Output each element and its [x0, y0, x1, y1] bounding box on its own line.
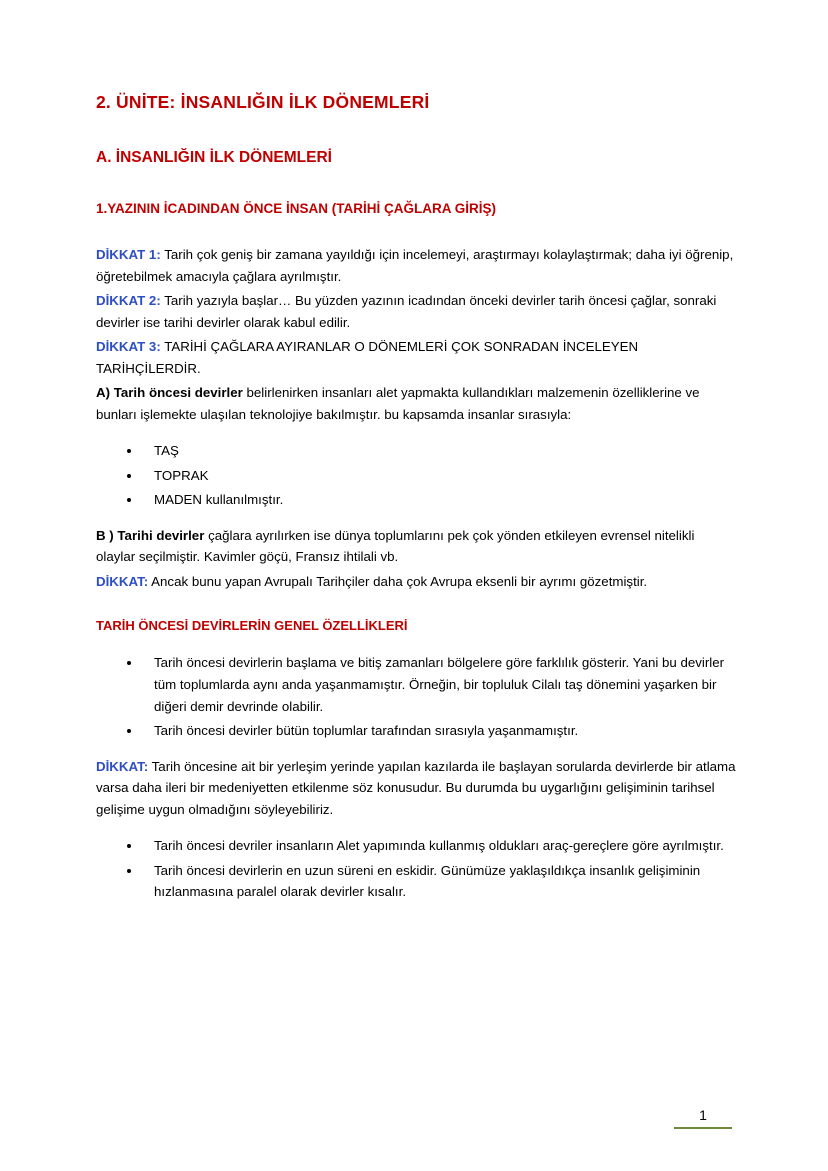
paragraph-b: [96, 525, 736, 568]
dikkat-3-label: DİKKAT 3:: [96, 339, 161, 355]
note-dikkat-1: [96, 244, 736, 287]
dikkat-1-text: Tarih çok geniş bir zamana yayıldığı için incelemeyi, araştırmayı kolaylaştırmak; daha iyi öğrenip, öğretebilmek amacıyla çağlara ayrılmıştır.: [96, 247, 734, 284]
dikkat-c-label: DİKKAT:: [96, 758, 149, 774]
paragraph-a: [96, 382, 736, 425]
list-item: • Tarih öncesi devirler bütün toplumlar tarafından sırasıyla yaşanmamıştır.: [142, 719, 736, 742]
dikkat-b-label: DİKKAT:: [96, 573, 149, 589]
paragraph-b-lead: B ) Tarihi devirler: [96, 527, 205, 543]
page-number-area: [674, 1107, 732, 1129]
page-title: 2. ÜNİTE: İNSANLIĞIN İLK DÖNEMLERİ: [96, 92, 430, 112]
document-body: [96, 92, 736, 903]
dikkat-c-text: Tarih öncesine ait bir yerleşim yerinde yapılan kazılarda ile başlayan sorularda devirlerde bir atlama varsa daha ileri bir medeniyetten etkilenme söz konusudur. Bu durumda bu uygarlığını gelişiminin tarihsel gelişime uygun olmadığını söyleyebiliriz.: [96, 758, 736, 817]
dikkat-1-label: DİKKAT 1:: [96, 247, 161, 262]
final-list: [96, 834, 736, 903]
paragraph-a-text: belirlenirken insanları alet yapmakta kullandıkları malzemenin özelliklerine ve bunları işlemekte ulaşılan teknolojiye bakılmıştır. bu kapsamda insanlar sırasıyla:: [96, 385, 700, 422]
note-dikkat-2: [96, 290, 736, 333]
note-dikkat-c: [96, 756, 736, 821]
dikkat-b-text: Ancak bunu yapan Avrupalı Tarihçiler daha çok Avrupa eksenli bir ayrımı gözetmiştir.: [148, 573, 648, 589]
features-heading: TARİH ÖNCESİ DEVİRLERİN GENEL ÖZELLİKLERİ: [96, 618, 408, 634]
dikkat-2-label: DİKKAT 2:: [96, 293, 161, 309]
list-item: • MADEN kullanılmıştır.: [142, 488, 736, 511]
note-dikkat-b: [96, 571, 736, 593]
list-item: • Tarih öncesi devirlerin en uzun süreni en eskidir. Günümüze yaklaşıldıkça insanlık gelişiminin hızlanmasına paralel olarak devirler kısalır.: [142, 859, 736, 903]
page-number-rule: [674, 1127, 732, 1129]
list-item: • TOPRAK: [142, 464, 736, 487]
features-list: [96, 651, 736, 741]
dikkat-2-text: Tarih yazıyla başlar… Bu yüzden yazının icadından önceki devirler tarih öncesi çağlar, sonraki devirler ise tarihi devirler olarak kabul edilir.: [96, 293, 717, 330]
list-item: • Tarih öncesi devirlerin başlama ve bitiş zamanları bölgelere göre farklılık gösterir. Yani bu devirler tüm toplumlarda aynı anda yaşanmamıştır. Örneğin, bir topluluk Cilalı taş dönemini yaşarken bir diğeri demir devrinde olabilir.: [142, 651, 736, 717]
paragraph-b-text: çağlara ayrılırken ise dünya toplumlarını pek çok yönden etkileyen evrensel nitelikli olaylar seçilmiştir. Kavimler göçü, Fransız ihtilali vb.: [96, 527, 695, 565]
dikkat-3-text: TARİHİ ÇAĞLARA AYIRANLAR O DÖNEMLERİ ÇOK SONRADAN İNCELEYEN TARİHÇİLERDİR.: [96, 339, 639, 376]
list-item: • TAŞ: [142, 439, 736, 462]
subsection-title: 1.YAZININ İCADINDAN ÖNCE İNSAN (TARİHİ ÇAĞLARA GİRİŞ): [96, 201, 497, 216]
section-title: A. İNSANLIĞIN İLK DÖNEMLERİ: [96, 149, 332, 166]
note-dikkat-3: [96, 336, 736, 379]
list-item: • Tarih öncesi devriler insanların Alet yapımında kullanmış oldukları araç-gereçlere göre ayrılmıştır.: [142, 834, 736, 857]
paragraph-a-lead: A) Tarih öncesi devirler: [96, 385, 243, 401]
materials-list: [96, 439, 736, 511]
page-number: 1: [699, 1107, 707, 1123]
